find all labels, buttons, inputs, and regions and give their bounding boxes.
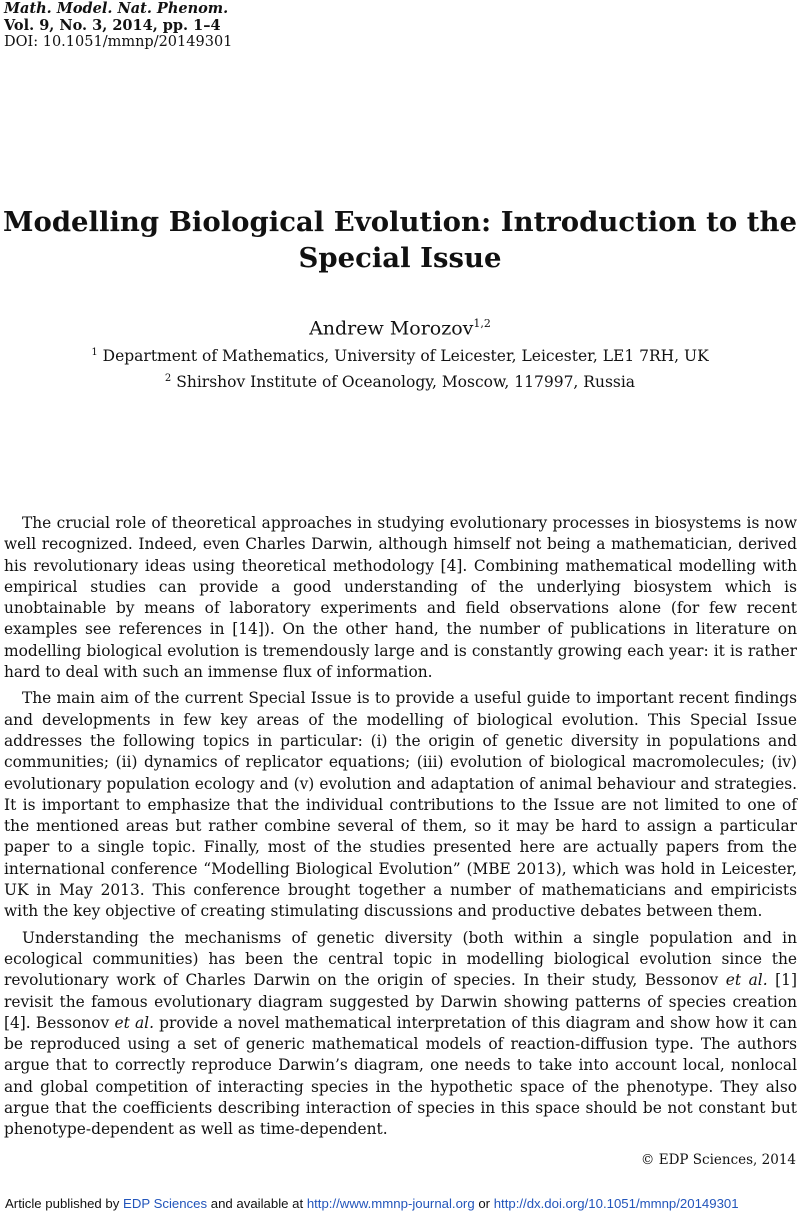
paper-title bbox=[0, 204, 800, 276]
paragraph-2: The main aim of the current Special Issue is to provide a useful guide to important recent findings and developments in few key areas of the modelling of biological evolution. This Special Issue addresses the following topics in particular: (i) the origin of genetic diversity in populations and communities; (ii) dynamics of replicator equations; (iii) evolution of biological macromolecules; (iv) evolutionary population ecology and (v) evolution and adaptation of animal behaviour and strategies. It is important to emphasize that the individual contributions to the Issue are not limited to one of the mentioned areas but rather combine several of them, so it may be hard to assign a particular paper to a single topic. Finally, most of the studies presented here are actually papers from the international conference “Modelling Biological Evolution” (MBE 2013), which was hold in Leicester, UK in May 2013. This conference brought together a number of mathematicians and empiricists with the key objective of creating stimulating discussions and productive debates between them. bbox=[4, 689, 797, 921]
paragraph-3 bbox=[4, 928, 797, 1141]
journal-header bbox=[4, 0, 232, 51]
author bbox=[0, 312, 800, 340]
journal-site-link[interactable]: http://www.mmnp-journal.org bbox=[306, 1196, 475, 1211]
author-affiliation-marks: 1,2 bbox=[473, 317, 491, 330]
paragraph-1: The crucial role of theoretical approaches in studying evolutionary processes in biosystems is now well recognized. Indeed, even Charles Darwin, although himself not being a mathematician, derived his revolutionary ideas using theoretical methodology [4]. Combining mathematical modelling with empirical studies can provide a good understanding of the underlying biosystem which is unobtainable by means of laboratory experiments and field observations alone (for few recent examples see references in [14]). On the other hand, the number of publications in literature on modelling biological evolution is tremendously large and is constantly growing each year: it is rather hard to deal with such an immense flux of information. bbox=[4, 514, 797, 682]
paragraph-3-part-3: provide a novel mathematical interpretation of this diagram and show how it can be reproduced using a set of generic mathematical models of reaction-diffusion type. The authors argue that to correctly reproduce Darwin’s diagram, one needs to take into account local, nonlocal and global competition of interacting species in the hypothetic space of the phenotype. They also argue that the coefficients describing interaction of species in this space should be not constant but phenotype-dependent as well as time-dependent. bbox=[4, 1013, 797, 1139]
doi-link[interactable]: http://dx.doi.org/10.1051/mmnp/20149301 bbox=[493, 1196, 739, 1211]
affiliation-2 bbox=[0, 369, 800, 392]
doi-line: DOI: 10.1051/mmnp/20149301 bbox=[4, 34, 233, 50]
body-text bbox=[4, 513, 797, 1146]
edp-sciences-link[interactable]: EDP Sciences bbox=[123, 1196, 208, 1211]
footer-or: or bbox=[474, 1196, 494, 1211]
footer-middle: and available at bbox=[207, 1196, 307, 1211]
journal-name: Math. Model. Nat. Phenom. bbox=[4, 0, 229, 17]
title-line-1: Modelling Biological Evolution: Introduction to the bbox=[3, 206, 797, 238]
footer-prefix: Article published by bbox=[5, 1196, 124, 1211]
title-line-2: Special Issue bbox=[298, 242, 502, 274]
affiliation-mark: 1 bbox=[91, 347, 98, 358]
affiliation-1 bbox=[0, 343, 800, 366]
author-name: Andrew Morozov bbox=[309, 317, 474, 340]
volume-line: Vol. 9, No. 3, 2014, pp. 1–4 bbox=[4, 17, 221, 34]
footer-notice bbox=[5, 1195, 739, 1213]
copyright-notice: © EDP Sciences, 2014 bbox=[640, 1152, 796, 1168]
et-al-italic: et al. bbox=[114, 1013, 154, 1032]
affiliation-mark: 2 bbox=[164, 373, 172, 384]
affiliation-text: Department of Mathematics, University of Leicester, Leicester, LE1 7RH, UK bbox=[102, 347, 709, 366]
affiliation-text: Shirshov Institute of Oceanology, Moscow, 117997, Russia bbox=[176, 373, 636, 392]
et-al-italic: et al. bbox=[725, 971, 768, 990]
paragraph-3-part-1: Understanding the mechanisms of genetic diversity (both within a single population and in ecological communities) has been the central topic in modelling biological evolution since the revolutionary work of Charles Darwin on the origin of species. In their study, Bessonov bbox=[4, 928, 797, 990]
paragraph-3-part-2: [1] revisit the famous evolutionary diagram suggested by Darwin showing patterns of species creation [4]. Bessonov bbox=[4, 971, 797, 1032]
